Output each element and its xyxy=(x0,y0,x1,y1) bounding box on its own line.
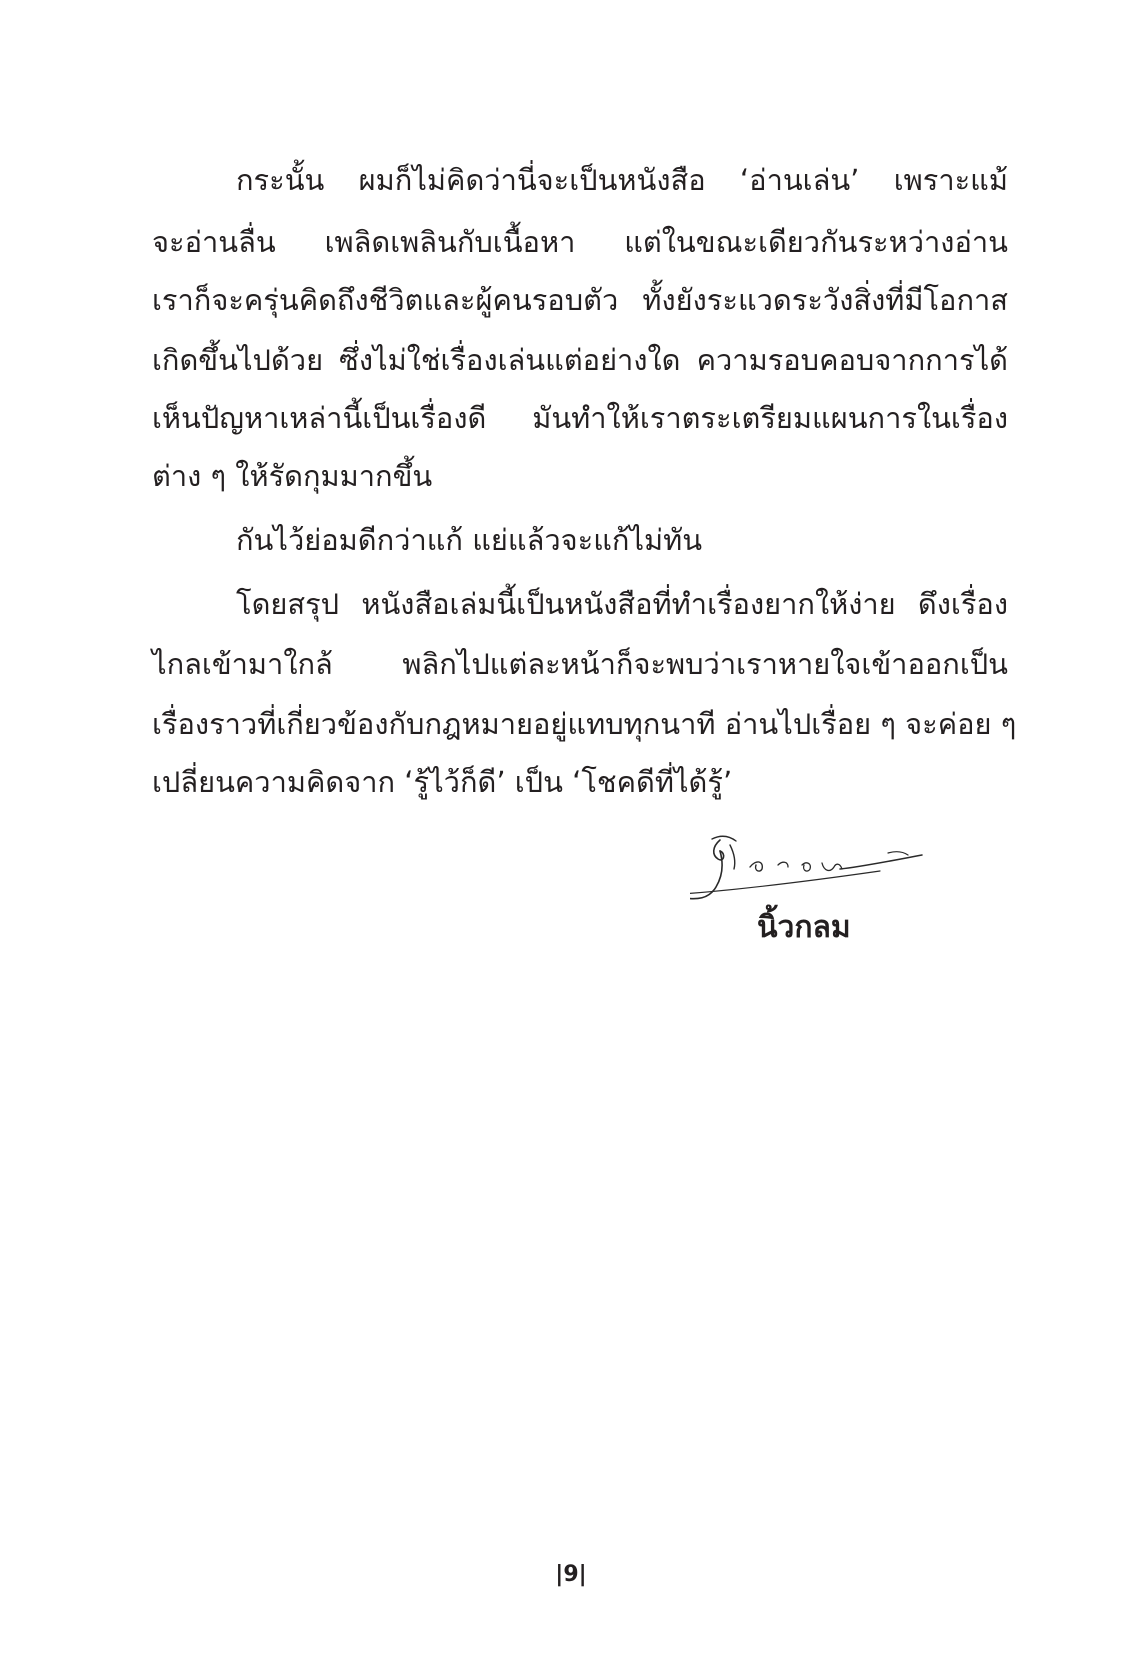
paragraph-3-line-4: เปลี่ยนความคิดจาก ‘รู้ไว้ก็ดี’ เป็น ‘โชคดีที่ได้รู้’ xyxy=(152,765,733,799)
handwritten-signature xyxy=(690,795,980,915)
paragraph-1-line-3: เราก็จะครุ่นคิดถึงชีวิตและผู้คนรอบตัว ทั้งยังระแวดระวังสิ่งที่มีโอกาส xyxy=(152,283,1008,317)
paragraph-3-line-2: ไกลเข้ามาใกล้ พลิกไปแต่ละหน้าก็จะพบว่าเราหายใจเข้าออกเป็น xyxy=(152,647,1008,681)
paragraph-1-line-4: เกิดขึ้นไปด้วย ซึ่งไม่ใช่เรื่องเล่นแต่อย่างใด ความรอบคอบจากการได้ xyxy=(152,343,1008,377)
paragraph-1-line-6: ต่าง ๆ ให้รัดกุมมากขึ้น xyxy=(152,459,433,493)
paragraph-3-line-1: โดยสรุป หนังสือเล่มนี้เป็นหนังสือที่ทำเรื่องยากให้ง่าย ดึงเรื่อง xyxy=(236,587,1008,621)
paragraph-1-line-5: เห็นปัญหาเหล่านี้เป็นเรื่องดี มันทำให้เราตระเตรียมแผนการในเรื่อง xyxy=(152,401,1008,435)
paragraph-1-line-2: จะอ่านลื่น เพลิดเพลินกับเนื้อหา แต่ในขณะเดียวกันระหว่างอ่าน xyxy=(152,225,1008,259)
author-name: นิ้วกลม xyxy=(757,910,851,945)
paragraph-2-line-1: กันไว้ย่อมดีกว่าแก้ แย่แล้วจะแก้ไม่ทัน xyxy=(236,523,703,557)
paragraph-1-line-1: กระนั้น ผมก็ไม่คิดว่านี่จะเป็นหนังสือ ‘อ่านเล่น’ เพราะแม้ xyxy=(236,163,1008,197)
paragraph-3-line-3: เรื่องราวที่เกี่ยวข้องกับกฎหมายอยู่แทบทุกนาที อ่านไปเรื่อย ๆ จะค่อย ๆ xyxy=(152,707,1017,741)
page-number: |9| xyxy=(555,1562,587,1587)
